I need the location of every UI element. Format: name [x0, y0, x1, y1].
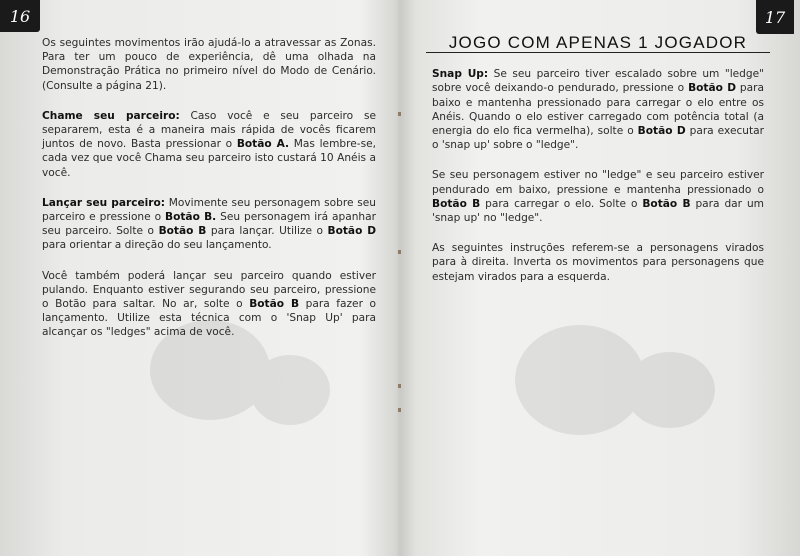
button-b-label: Botão B [158, 225, 207, 238]
button-b-label: Botão B. [165, 211, 217, 224]
watermark-character-right [500, 300, 720, 450]
text-span: para executar o 'snap up' sobre o "ledge". [432, 125, 764, 152]
right-page-text [432, 33, 765, 300]
page-number-right: 17 [756, 0, 794, 34]
ledge-paragraph [432, 168, 764, 225]
gutter-mark-2 [398, 250, 401, 254]
text-span: Você também poderá lançar seu parceiro quando estiver pulando. Enquanto estiver segurando seu parceiro, pressione o Botão para saltar. No ar, solte o [42, 269, 376, 311]
text-span: Se seu personagem estiver no "ledge" e seu parceiro estiver pendurado em baixo, pressione e mantenha pressionado o [432, 169, 764, 196]
text-span: para lançar. Utilize o [206, 225, 328, 238]
text-span: Seu personagem irá apanhar seu parceiro. Solte o [42, 211, 376, 238]
intro-paragraph: Os seguintes movimentos irão ajudá-lo a atravessar as Zonas. Para ter um pouco de experiência, dê uma olhada na Demonstração Prática no primeiro nível do Modo de Cenário. (Consulte a página 21). [42, 37, 376, 92]
throw-partner-title: Lançar seu parceiro: [42, 196, 166, 209]
call-partner-paragraph [42, 109, 376, 180]
gutter-mark-1 [398, 112, 401, 116]
left-page-text [42, 36, 376, 356]
button-d-label: Botão D [327, 225, 376, 238]
gutter-mark-4 [398, 408, 401, 412]
text-span: Movimente seu personagem sobre seu parceiro e pressione o [42, 196, 376, 224]
jump-throw-paragraph [42, 269, 376, 340]
page-number-left: 16 [0, 0, 40, 32]
text-span: para carregar o elo. Solte o [480, 197, 643, 210]
snap-up-title: Snap Up: [432, 68, 489, 81]
text-span: Mas lembre-se, cada vez que você Chama seu parceiro isto custará 10 Anéis a você. [42, 138, 376, 179]
direction-note-paragraph: As seguintes instruções referem-se a personagens virados para à direita. Inverta os movimentos para personagens que estejam virados para a esquerda. [432, 242, 764, 283]
button-b-label: Botão B [642, 197, 691, 210]
button-b-label: Botão B [249, 298, 300, 311]
button-d-label: Botão D [637, 125, 686, 138]
section-heading: JOGO COM APENAS 1 JOGADOR [426, 36, 770, 53]
text-span: Caso você e seu parceiro se separarem, esta é a maneira mais rápida de vocês ficarem juntos de novo. Basta pressionar o [42, 109, 376, 151]
text-span: Se seu parceiro tiver escalado sobre um "ledge" sobre você deixando-o pendurado, pressione o [432, 68, 765, 95]
button-d-label: Botão D [688, 82, 736, 95]
call-partner-title: Chame seu parceiro: [42, 109, 180, 122]
text-span: para baixo e mantenha pressionado para carregar o elo entre os Anéis. Quando o elo estiver carregado com potência total (a energia do elo fica vermelha), solte o [432, 82, 764, 138]
text-span: para fazer o lançamento. Utilize esta técnica com o 'Snap Up' para alcançar os "ledges" acima de você. [42, 298, 376, 339]
text-span: para orientar a direção do seu lançamento. [42, 239, 272, 252]
button-a-label: Botão A. [236, 138, 290, 151]
button-b-label: Botão B [432, 197, 481, 210]
text-span: para dar um 'snap up' no "ledge". [432, 197, 764, 225]
gutter-mark-3 [398, 384, 401, 388]
throw-partner-paragraph [42, 196, 376, 253]
snap-up-paragraph [432, 67, 764, 152]
